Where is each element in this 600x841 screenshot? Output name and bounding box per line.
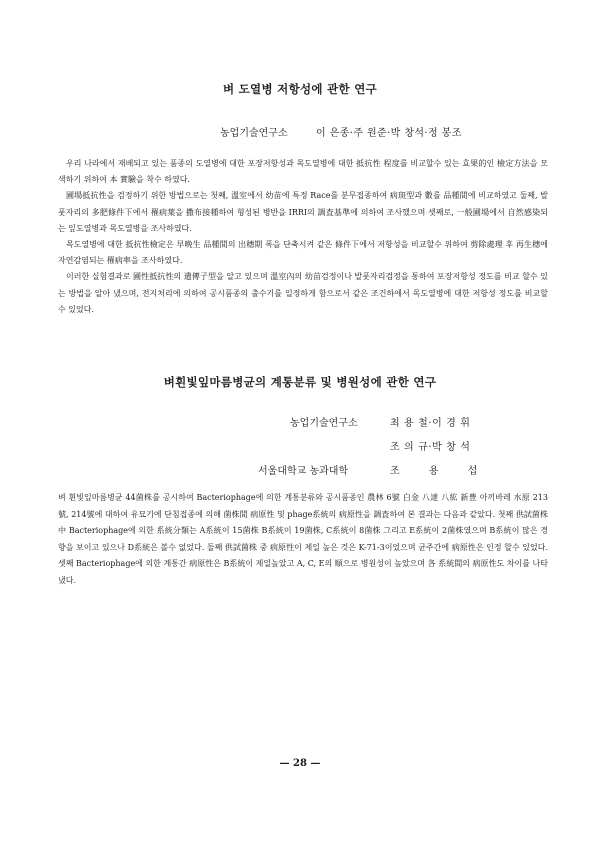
article1-abstract <box>58 156 548 318</box>
article1-affiliation: 농업기술연구소 <box>220 128 288 139</box>
article1-paragraph-2: 圃場抵抗性을 검정하기 위한 방법으로는 첫째, 溫室에서 幼苗에 특정 Race를 분무접종하여 病斑型과 數를 品種間에 비교하였고 둘째, 발풋자리의 多肥條件下에서 罹病葉을 撒布接種하여 형성된 병반을 IRRI의 調査基準에 의하여 조사했으며 셋째로, 一般圃場에서 自然感染되는 잎도열병과 목도열병을 조사하였다. <box>58 191 548 233</box>
article2-affiliation-3: 서울대학교 농과대학 <box>258 466 349 477</box>
article2-title: 벼흰빛잎마름병균의 계통분류 및 병원성에 관한 연구 <box>163 375 437 389</box>
article1-paragraph-4: 이러한 실험결과로 圃性抵抗性의 遺傳子型을 알고 있으며 溫室內의 幼苗검정이나 발풋자리검정을 통하여 포장저항성 정도를 비교 할수 있는 방법을 알아 냈으며, 전지처리에 의하여 공시품종의 출수기를 일정하게 함으로서 같은 조건하에서 목도열병에 대한 저항성 정도를 비교할 수 있었다. <box>58 272 548 314</box>
article2-affiliation-1: 농업기술연구소 <box>290 418 358 429</box>
article2-authors-3: 조 용 섭 <box>390 466 478 477</box>
article1-title: 벼 도열병 저항성에 관한 연구 <box>222 82 378 96</box>
article1-paragraph-3: 목도열병에 대한 抵抗性檢定은 早晩生 品種間의 出穗期 폭을 단축시켜 같은 條件下에서 저항성을 비교할수 위하여 剪除處理 후 再生穗에 자연감염되는 罹病率을 조사하였다. <box>58 240 548 266</box>
page-number: — 28 — <box>279 758 321 769</box>
article2-abstract <box>58 490 548 590</box>
article1-authors: 이 은종·주 원준·박 창석·정 봉조 <box>316 128 462 139</box>
article2-paragraph-1: 벼 흰빛잎마름병균 44菌株를 공시하여 Bacteriophage에 의한 계통분류와 공시품종인 農林 6號 白金 八達 八紘 新豊 아끼바레 水原 213號, 214號에 대하여 유묘기에 단침접종에 의해 菌株間 病原性 및 phage系統의 病原性을 調査하여 본 결과는 다음과 같았다. 첫째 供試菌株中 Bacteriophage에 의한 系統分類는 A系統이 15菌株 B系統이 19菌株, C系統이 8菌株 그리고 E系統이 2菌株였으며 B系統이 많은 경향을 보이고 있으나 D系統은 볼수 없었다. 둘째 供試菌株 중 病原性이 제일 높은 것은 K-71-3이었으며 균주간에 病原性은 인정 할수 있었다. 셋째 Bacteriophage에 의한 계통간 病原性은 B系統이 제일높았고 A, C, E의 順으로 병원성이 높았으며 各 系統間의 病原性도 차이를 나타냈다. <box>58 493 548 585</box>
article1-paragraph-1: 우리 나라에서 재배되고 있는 품종의 도열병에 대한 포장저항성과 목도열병에 대한 抵抗性 程度를 비교할수 있는 효果的인 檢定方法을 모색하기 위하여 本 實驗을 착수 하였다. <box>58 159 548 185</box>
article2-authors-1: 최 용 철·이 경 휘 <box>390 418 471 429</box>
article2-authors-2: 조 의 규·박 창 석 <box>390 442 471 453</box>
